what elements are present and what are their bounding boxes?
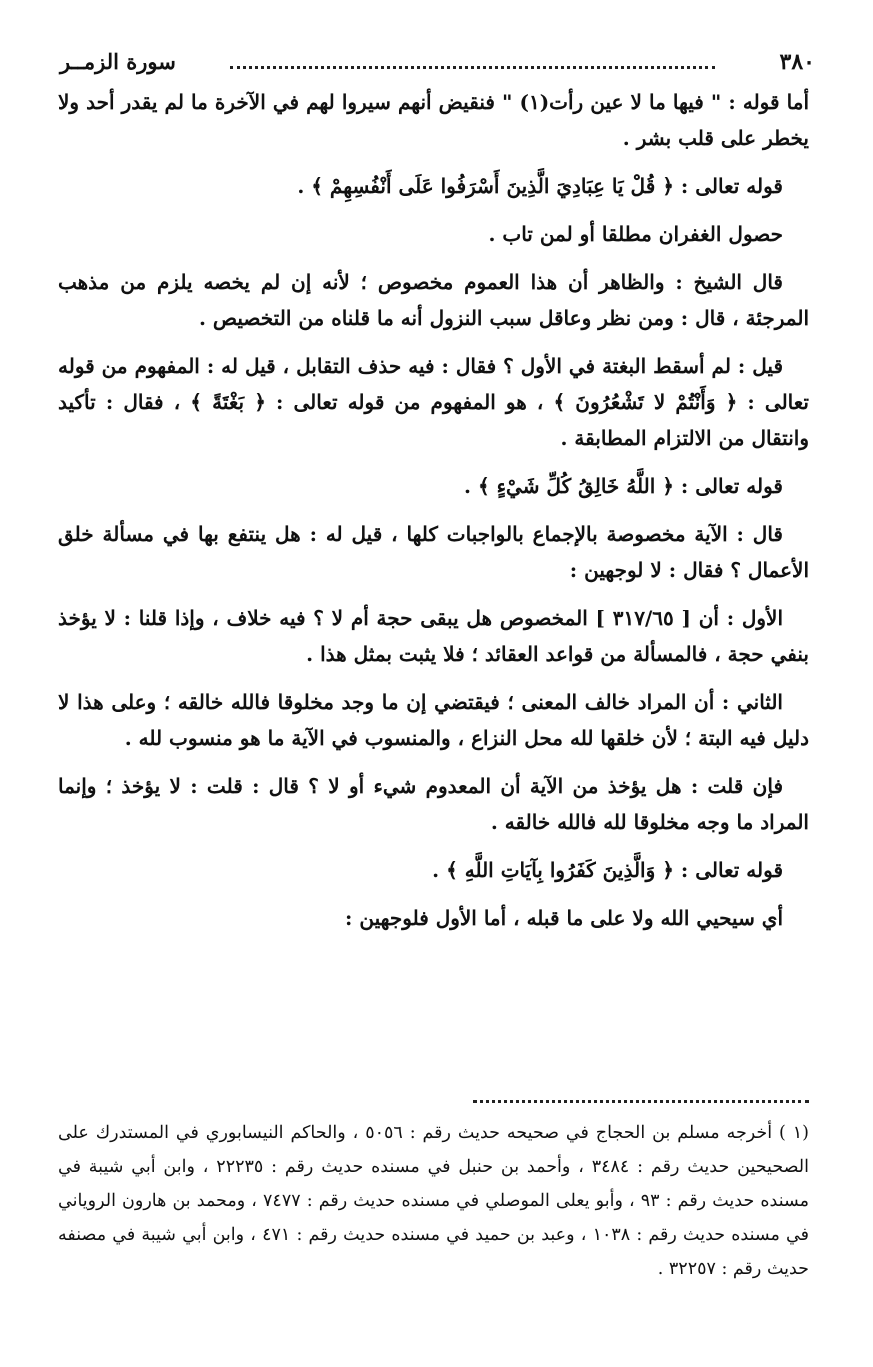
surah-title: سورة الزمــر <box>60 49 176 74</box>
paragraph: قيل : لم أسقط البغتة في الأول ؟ فقال : فيه حذف التقابل ، قيل له : المفهوم من قوله تعالى : ﴿ وَأَنْتُمْ لا تَشْعُرُونَ ﴾ ، هو المفهوم من قوله تعالى : ﴿ بَغْتَةً ﴾ ، فقال : تأكيد وانتقال من الالتزام المطابقة . <box>58 354 809 450</box>
page-header <box>60 44 815 80</box>
paragraph: أما قوله : " فيها ما لا عين رأت(١) " فنقيض أنهم سيروا لهم في الآخرة ما لم يقدر أحد ولا يخطر على قلب بشر . <box>58 90 809 150</box>
paragraph: الأول : أن [ ٣١٧/٦٥ ] المخصوص هل يبقى حجة أم لا ؟ فيه خلاف ، وإذا قلنا : لا يؤخذ بنفي حجة ، فالمسألة من قواعد العقائد ؛ فلا يثبت بمثل هذا . <box>58 606 809 666</box>
paragraph: قال : الآية مخصوصة بالإجماع بالواجبات كلها ، قيل له : هل ينتفع بها في مسألة خلق الأعمال ؟ فقال : لا لوجهين : <box>58 522 809 582</box>
paragraph: الثاني : أن المراد خالف المعنى ؛ فيقتضي إن ما وجد مخلوقا فالله خالقه ؛ وعلى هذا لا دليل فيه البتة ؛ لأن خلقها لله محل النزاع ، والمنسوب في الآية ما هو منسوب لله . <box>58 690 809 750</box>
verse-heading: قوله تعالى : ﴿ وَالَّذِينَ كَفَرُوا بِآيَاتِ اللَّهِ ﴾ . <box>432 858 783 882</box>
verse-heading: قوله تعالى : ﴿ قُلْ يَا عِبَادِيَ الَّذِينَ أَسْرَفُوا عَلَى أَنْفُسِهِمْ ﴾ . <box>297 174 783 198</box>
verse-heading: قوله تعالى : ﴿ اللَّهُ خَالِقُ كُلِّ شَيْءٍ ﴾ . <box>464 474 783 498</box>
main-text <box>58 84 809 942</box>
paragraph: أي سيحيي الله ولا على ما قبله ، أما الأول فلوجهين : <box>345 906 783 930</box>
header-dotted-rule <box>230 66 715 69</box>
footnote-separator <box>473 1100 809 1103</box>
footnote: (١ ) أخرجه مسلم بن الحجاج في صحيحه حديث رقم : ٥٠٥٦ ، والحاكم النيسابوري في المستدرك على الصحيحين حديث رقم : ٣٤٨٤ ، وأحمد بن حنبل في مسنده حديث رقم : ٢٢٢٣٥ ، وابن أبي شيبة في مسنده حديث رقم : ٩٣ ، وأبو يعلى الموصلي في مسنده حديث رقم : ٧٤٧٧ ، ومحمد بن هارون الروياني في مسنده حديث رقم : ١٠٣٨ ، وعبد بن حميد في مسنده حديث رقم : ٤٧١ ، وابن أبي شيبة في مصنفه حديث رقم : ٣٢٢٥٧ . <box>58 1123 810 1279</box>
page-number: ٣٨٠ <box>779 49 815 75</box>
paragraph: فإن قلت : هل يؤخذ من الآية أن المعدوم شيء أو لا ؟ قال : قلت : لا يؤخذ ؛ وإنما المراد ما وجه مخلوقا لله فالله خالقه . <box>58 774 809 834</box>
footnotes <box>58 1116 809 1286</box>
paragraph: قال الشيخ : والظاهر أن هذا العموم مخصوص ؛ لأنه إن لم يخصه يلزم من مذهب المرجئة ، قال : ومن نظر وعاقل سبب النزول أنه ما قلناه من التخصيص . <box>58 270 809 330</box>
paragraph: حصول الغفران مطلقا أو لمن تاب . <box>488 222 783 246</box>
